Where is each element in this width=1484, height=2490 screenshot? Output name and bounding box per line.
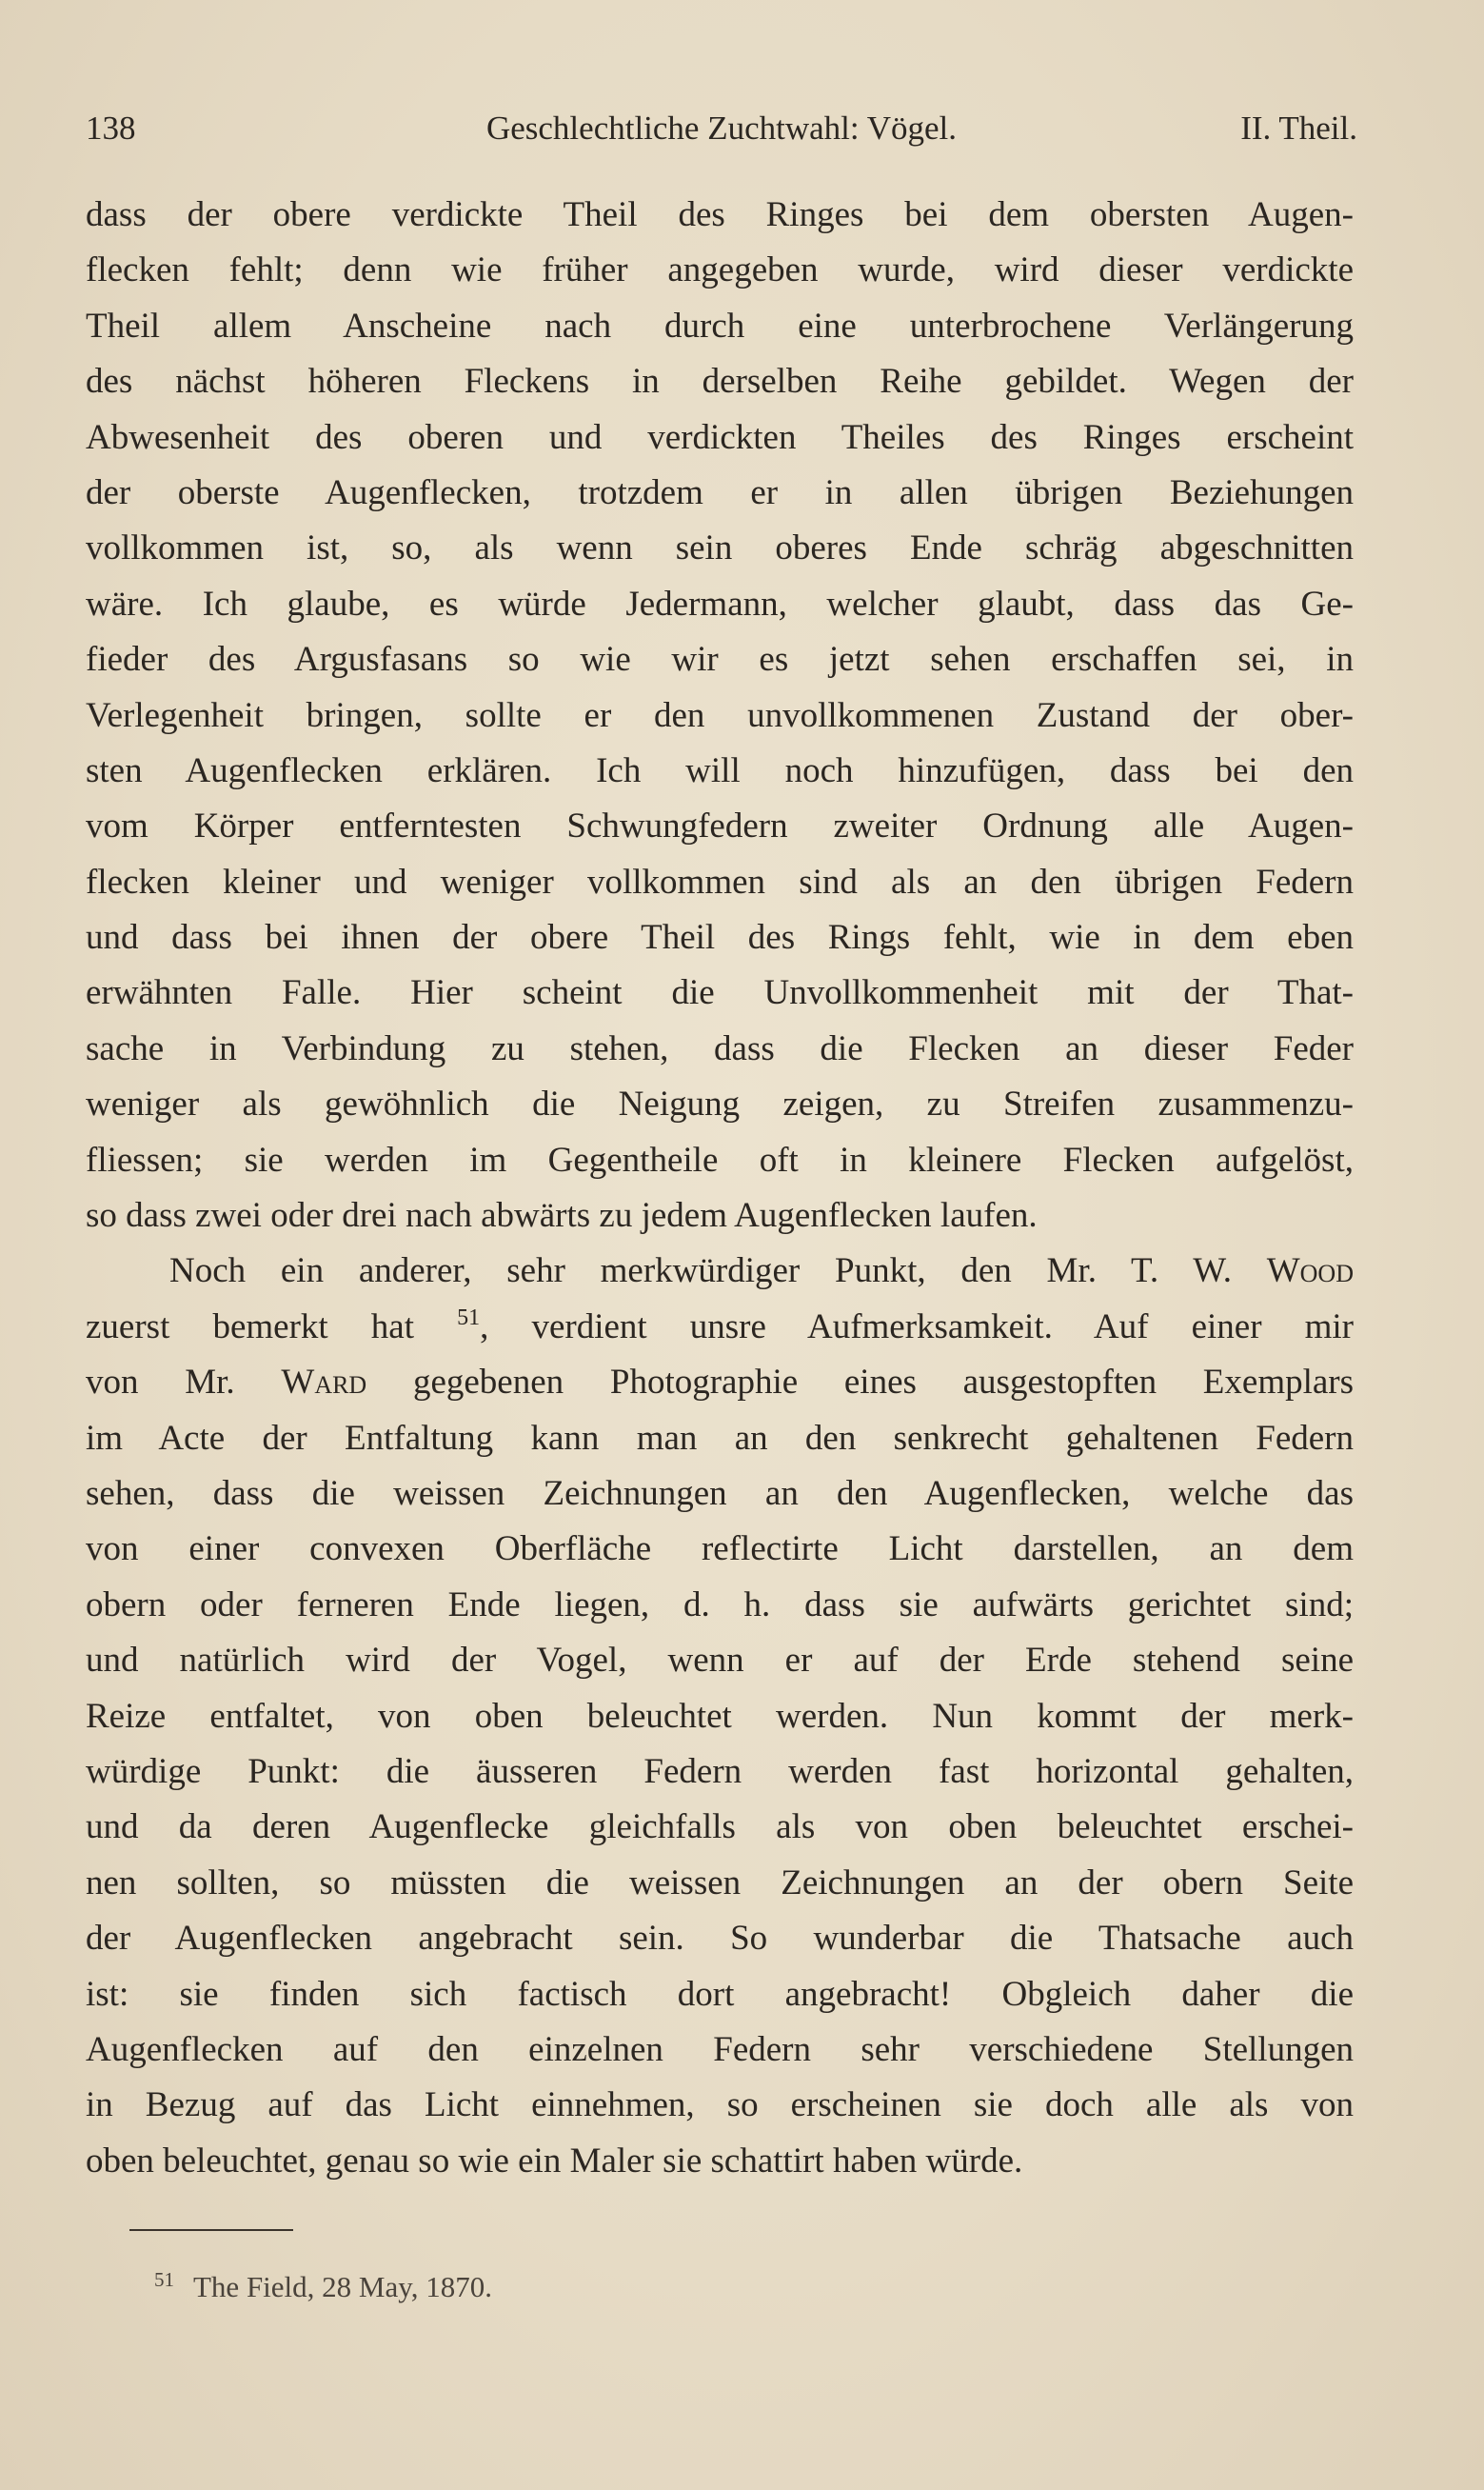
footnote-divider (129, 2229, 293, 2231)
text-segment: Noch ein anderer, sehr merkwürdiger Punkt, den Mr. T. W. (169, 1251, 1232, 1291)
text-line: Abwesenheit des oberen und verdickten Theiles des Ringes erscheint (86, 417, 1354, 457)
footnote-mark: 51 (154, 2268, 174, 2291)
text-line: Verlegenheit bringen, sollte er den unvollkommenen Zustand der ober- (86, 695, 1354, 735)
text-line: obern oder ferneren Ende liegen, d. h. dass sie aufwärts gerichtet sind; (86, 1584, 1354, 1624)
text-line: vom Körper entferntesten Schwungfedern zweiter Ordnung alle Augen- (86, 807, 1354, 847)
text-line: nen sollten, so müssten die weissen Zeichnungen an der obern Seite (86, 1863, 1354, 1902)
text-segment: zuerst bemerkt hat (86, 1306, 414, 1346)
text-line: sten Augenflecken erklären. Ich will noch hinzufügen, dass bei den (86, 750, 1354, 790)
text-line: so dass zwei oder drei nach abwärts zu jedem Augenflecken laufen. (86, 1196, 1038, 1236)
text-line: erwähnten Falle. Hier scheint die Unvollkommenheit mit der That- (86, 973, 1354, 1013)
text-line: Reize entfaltet, von oben beleuchtet werden. Nun kommt der merk- (86, 1696, 1354, 1736)
text-line: und dass bei ihnen der obere Theil des Rings fehlt, wie in dem eben (86, 918, 1354, 958)
text-line: von einer convexen Oberfläche reflectirte Licht darstellen, an dem (86, 1529, 1354, 1569)
text-line: oben beleuchtet, genau so wie ein Maler sie schattirt haben würde. (86, 2141, 1023, 2181)
footnote-reference: 51 (457, 1305, 481, 1330)
text-line (86, 1300, 1354, 1355)
text-line: ist: sie finden sich factisch dort angebracht! Obgleich daher die (86, 1974, 1354, 2014)
text-line: der oberste Augenflecken, trotzdem er in allen übrigen Beziehungen (86, 472, 1354, 512)
text-line: sache in Verbindung zu stehen, dass die Flecken an dieser Feder (86, 1028, 1354, 1068)
page-number: 138 (86, 110, 136, 147)
author-name: Ward (281, 1363, 367, 1403)
text-line: flecken fehlt; denn wie früher angegeben wurde, wird dieser verdickte (86, 250, 1354, 290)
text-line: in Bezug auf das Licht einnehmen, so erscheinen sie doch alle als von (86, 2085, 1354, 2125)
text-line: fieder des Argusfasans so wie wir es jetzt sehen erschaffen sei, in (86, 640, 1354, 680)
author-name: Wood (1266, 1251, 1354, 1291)
text-segment: gegebenen Photographie eines ausgestopften Exemplars (412, 1363, 1355, 1403)
footnote-text: The Field, 28 May, 1870. (193, 2270, 492, 2303)
body-text (86, 188, 1354, 2189)
text-line: fliessen; sie werden im Gegentheile oft in kleinere Flecken aufgelöst, (86, 1140, 1354, 1180)
text-line: sehen, dass die weissen Zeichnungen an den Augenflecken, welche das (86, 1473, 1354, 1513)
text-line (86, 1355, 1354, 1410)
text-line: im Acte der Entfaltung kann man an den senkrecht gehaltenen Federn (86, 1418, 1354, 1458)
text-line: weniger als gewöhnlich die Neigung zeigen, zu Streifen zusammenzu- (86, 1085, 1354, 1125)
text-line: der Augenflecken angebracht sein. So wunderbar die Thatsache auch (86, 1919, 1354, 1959)
text-line: und natürlich wird der Vogel, wenn er auf der Erde stehend seine (86, 1641, 1354, 1681)
running-title: Geschlechtliche Zuchtwahl: Vögel. (485, 110, 958, 147)
text-segment: von Mr. (86, 1363, 235, 1403)
text-line: und da deren Augenflecke gleichfalls als von oben beleuchtet erschei- (86, 1807, 1354, 1847)
running-head (86, 105, 1357, 152)
part-label: II. Theil. (1240, 110, 1357, 147)
paragraph-2 (86, 1244, 1354, 2189)
text-line: vollkommen ist, so, als wenn sein oberes Ende schräg abgeschnitten (86, 528, 1354, 568)
text-line: Augenflecken auf den einzelnen Federn sehr verschiedene Stellungen (86, 2029, 1354, 2069)
text-line: wäre. Ich glaube, es würde Jedermann, welcher glaubt, dass das Ge- (86, 584, 1354, 624)
footnote (154, 2259, 492, 2308)
text-line: des nächst höheren Fleckens in derselben Reihe gebildet. Wegen der (86, 362, 1354, 402)
text-line: würdige Punkt: die äusseren Federn werden fast horizontal gehalten, (86, 1751, 1354, 1791)
text-line: flecken kleiner und weniger vollkommen sind als an den übrigen Federn (86, 862, 1354, 902)
text-line: Theil allem Anscheine nach durch eine unterbrochene Verlängerung (86, 306, 1354, 346)
text-line (86, 1244, 1354, 1299)
paragraph-1 (86, 188, 1354, 1244)
text-line: dass der obere verdickte Theil des Ringes bei dem obersten Augen- (86, 195, 1354, 234)
text-segment: , verdient unsre Aufmerksamkeit. Auf einer mir (480, 1306, 1354, 1346)
